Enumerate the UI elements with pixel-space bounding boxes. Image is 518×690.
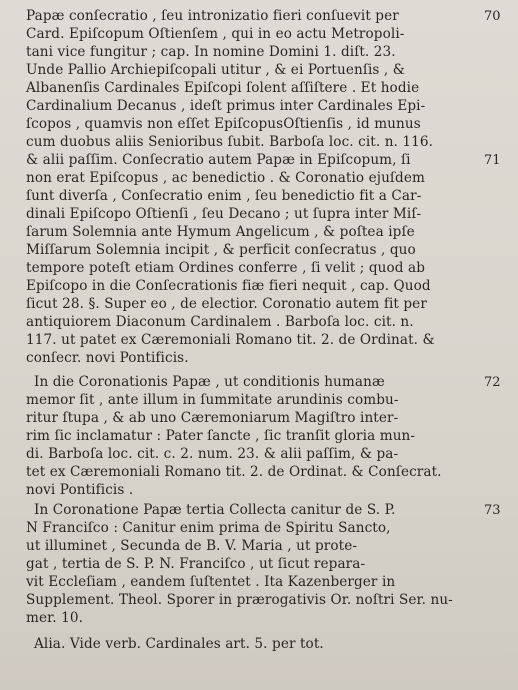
text-line: dinali Epiſcopo Oſtienſi , ſeu Decano ; ut ſupra inter Miſ-	[26, 206, 422, 222]
text-line: Unde Pallio Archiepiſcopali utitur , & ei Portuenſis , &	[26, 62, 405, 78]
margin-number: 70	[484, 9, 501, 24]
text-line: ſcopos , quamvis non eſſet EpiſcopusOſtienſis , id munus	[26, 116, 421, 132]
margin-number: 71	[484, 153, 501, 168]
text-line: ſarum Solemnia ante Hymum Angelicum , & poſtea ipſe	[26, 224, 415, 240]
text-line: gat , tertia de S. P. N. Franciſco , ut ſicut repara-	[26, 556, 366, 572]
text-line: Albanenſis Cardinales Epiſcopi ſolent aſſiſtere . Et hodie	[26, 80, 420, 96]
text-line: In Coronatione Papæ tertia Collecta canitur de S. P.	[34, 502, 396, 518]
text-line: ſunt diverſa , Conſecratio enim , ſeu benedictio fit a Car-	[26, 188, 422, 204]
text-line: memor ſit , ante illum in ſummitate arundinis combu-	[26, 392, 399, 408]
text-line: tempore poteſt etiam Ordines conferre , ſi velit ; quod ab	[26, 260, 426, 276]
text-line: novi Pontificis .	[26, 482, 134, 498]
text-line: rim ſic inclamatur : Pater ſancte , ſic tranſit gloria mun-	[26, 428, 416, 444]
text-line: cum duobus aliis Senioribus ſubit. Barboſa loc. cit. n. 116.	[26, 134, 434, 150]
text-line: Papæ conſecratio , ſeu intronizatio fieri conſuevit per	[26, 8, 399, 24]
text-line: mer. 10.	[26, 610, 83, 626]
margin-number: 72	[484, 375, 501, 390]
text-line: non erat Epiſcopus , ac benedictio . & Coronatio ejuſdem	[26, 170, 425, 186]
text-line: Alia. Vide verb. Cardinales art. 5. per tot.	[34, 636, 324, 652]
text-line: Miſſarum Solemnia incipit , & perficit conſecratus , quo	[26, 242, 416, 258]
text-line: tet ex Cæremoniali Romano tit. 2. de Ordinat. & Conſecrat.	[26, 464, 442, 480]
text-line: Card. Epiſcopum Oſtienſem , qui in eo actu Metropoli-	[26, 26, 405, 42]
text-line: antiquiorem Diaconum Cardinalem . Barboſa loc. cit. n.	[26, 314, 414, 330]
text-line: Epiſcopo in die Conſecrationis fiæ fieri nequit , cap. Quod	[26, 278, 431, 294]
text-line: ut illuminet , Secunda de B. V. Maria , ut prote-	[26, 538, 358, 554]
margin-number: 73	[484, 503, 501, 518]
text-line: tani vice fungitur ; cap. In nomine Domini 1. diſt. 23.	[26, 44, 396, 60]
text-line: ritur ſtupa , & ab uno Cæremoniarum Magiſtro inter-	[26, 410, 399, 426]
text-line: vit Eccleſiam , eandem ſuſtentet . Ita Kazenberger in	[26, 574, 396, 590]
text-line: ſicut 28. §. Super eo , de electior. Coronatio autem fit per	[26, 296, 427, 312]
text-line: conſecr. novi Pontificis.	[26, 350, 189, 366]
text-line: & alii paſſim. Conſecratio autem Papæ in Epiſcopum, ſi	[26, 152, 411, 168]
text-line: N Franciſco : Canitur enim prima de Spiritu Sancto,	[26, 520, 391, 536]
text-line: Cardinalium Decanus , ideſt primus inter Cardinales Epi-	[26, 98, 426, 114]
text-line: Supplement. Theol. Sporer in prærogativis Or. noſtri Ser. nu-	[26, 592, 453, 608]
text-line: di. Barboſa loc. cit. c. 2. num. 23. & alii paſſim, & pa-	[26, 446, 399, 462]
text-line: In die Coronationis Papæ , ut conditionis humanæ	[34, 374, 385, 390]
text-line: 117. ut patet ex Cæremoniali Romano tit. 2. de Ordinat. &	[26, 332, 435, 348]
